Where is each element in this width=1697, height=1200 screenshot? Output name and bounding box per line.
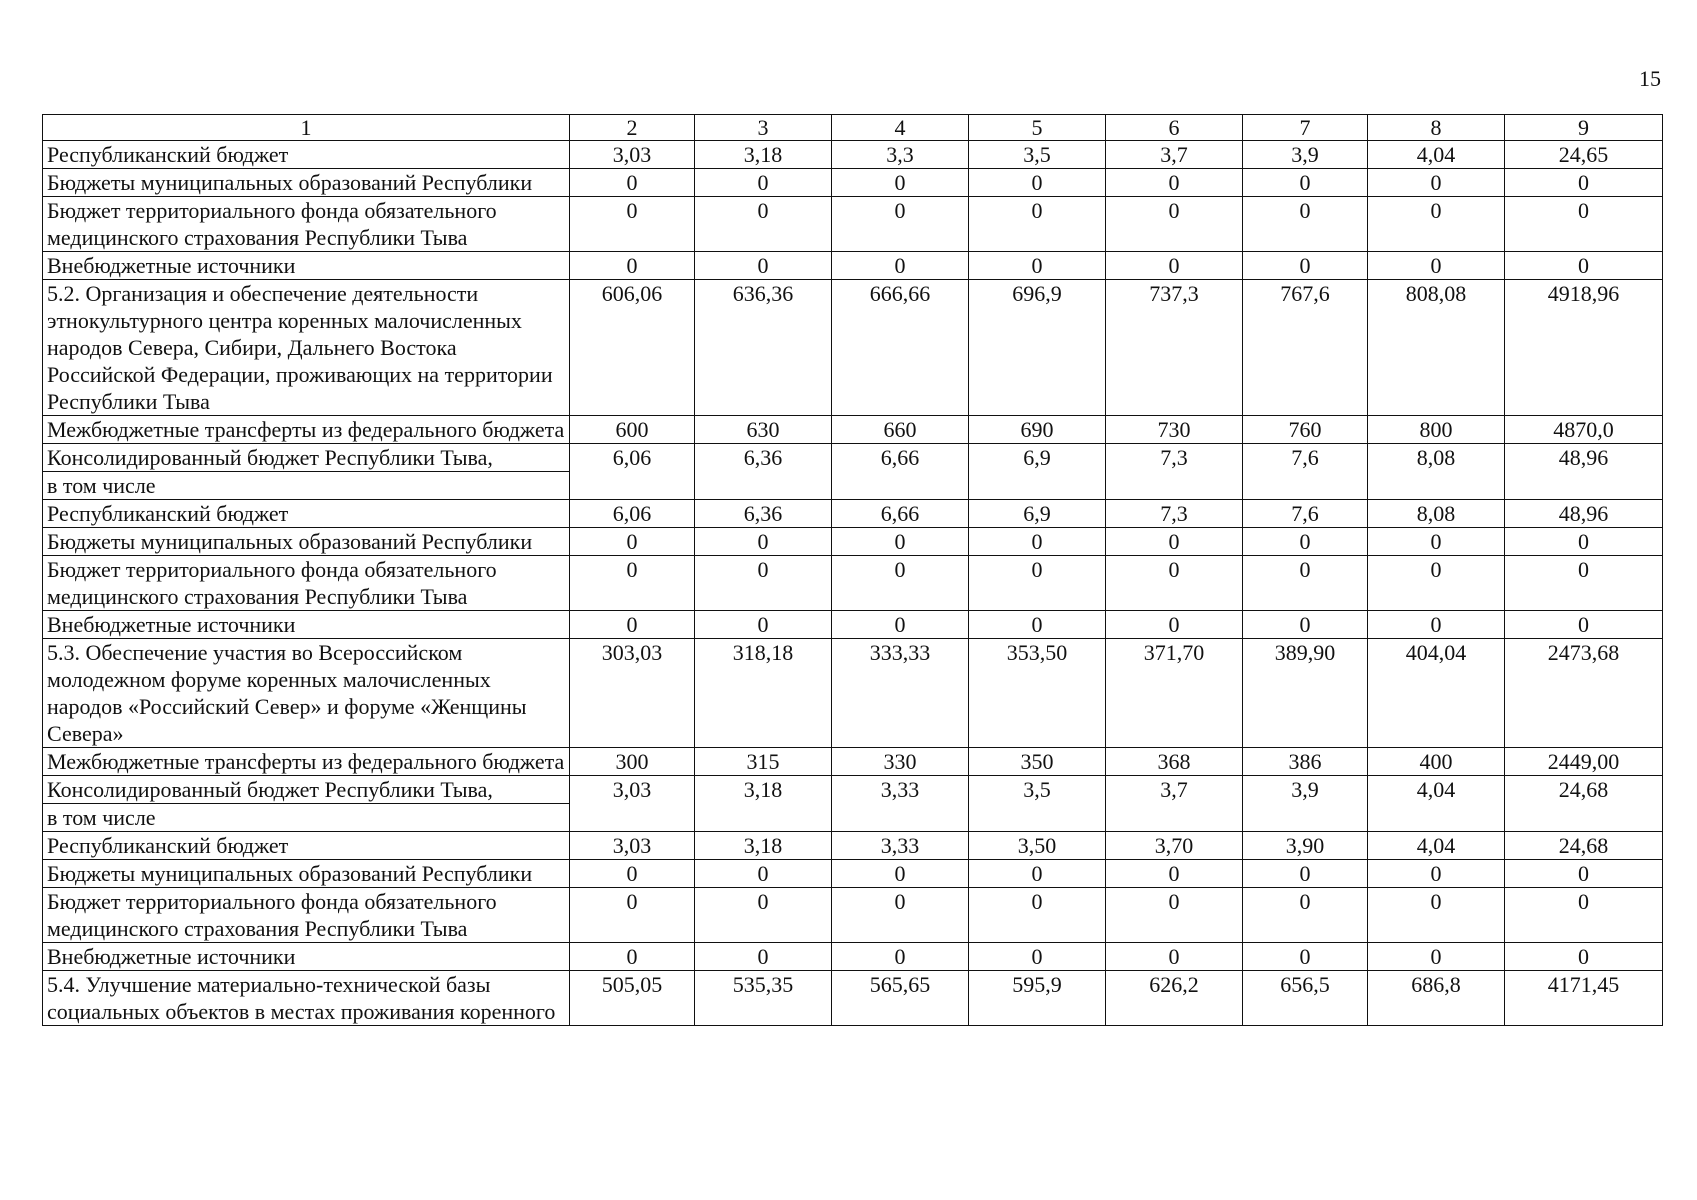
value-cell: 0 [1106, 888, 1243, 943]
value-cell: 760 [1243, 416, 1368, 444]
column-header: 3 [695, 115, 832, 141]
row-label-cell [43, 444, 570, 500]
row-label: 5.4. Улучшение материально-технической базы социальных объектов в местах проживания коренного [47, 972, 556, 1024]
value-cell: 0 [1106, 528, 1243, 556]
value-cell: 0 [1368, 252, 1505, 280]
value-cell: 0 [1368, 888, 1505, 943]
value-cell: 3,7 [1106, 776, 1243, 832]
value-cell: 0 [1106, 943, 1243, 971]
value-cell: 0 [969, 888, 1106, 943]
value-cell: 4,04 [1368, 141, 1505, 169]
row-label: Республиканский бюджет [47, 142, 289, 167]
value-cell: 0 [969, 252, 1106, 280]
table-row [43, 444, 1663, 500]
table-row [43, 141, 1663, 169]
value-cell: 3,9 [1243, 776, 1368, 832]
value-cell: 3,5 [969, 776, 1106, 832]
value-cell: 0 [1505, 169, 1663, 197]
value-cell: 3,18 [695, 832, 832, 860]
row-label: Бюджеты муниципальных образований Республики [47, 861, 533, 886]
table-row [43, 169, 1663, 197]
value-cell: 600 [570, 416, 695, 444]
value-cell: 3,9 [1243, 141, 1368, 169]
table-row [43, 860, 1663, 888]
value-cell: 2449,00 [1505, 748, 1663, 776]
value-cell: 696,9 [969, 280, 1106, 416]
value-cell: 0 [570, 943, 695, 971]
value-cell: 0 [1368, 169, 1505, 197]
value-cell: 6,06 [570, 500, 695, 528]
row-label-cell [43, 141, 570, 169]
row-label-cell [43, 500, 570, 528]
value-cell: 303,03 [570, 639, 695, 748]
value-cell: 0 [1106, 197, 1243, 252]
table-row [43, 556, 1663, 611]
table-row [43, 500, 1663, 528]
value-cell: 0 [1505, 528, 1663, 556]
value-cell: 0 [832, 860, 969, 888]
row-label-cell [43, 556, 570, 611]
value-cell: 4870,0 [1505, 416, 1663, 444]
value-cell: 0 [832, 611, 969, 639]
value-cell: 48,96 [1505, 444, 1663, 500]
table-row [43, 416, 1663, 444]
value-cell: 3,7 [1106, 141, 1243, 169]
table-row [43, 971, 1663, 1026]
value-cell: 0 [1243, 197, 1368, 252]
table-row [43, 943, 1663, 971]
value-cell: 7,6 [1243, 444, 1368, 500]
value-cell: 7,6 [1243, 500, 1368, 528]
value-cell: 0 [969, 169, 1106, 197]
value-cell: 0 [1505, 611, 1663, 639]
value-cell: 660 [832, 416, 969, 444]
table-header-row [43, 115, 1663, 141]
row-label-cell [43, 971, 570, 1026]
value-cell: 730 [1106, 416, 1243, 444]
value-cell: 0 [1505, 888, 1663, 943]
row-label-cell [43, 252, 570, 280]
value-cell: 24,65 [1505, 141, 1663, 169]
value-cell: 368 [1106, 748, 1243, 776]
value-cell: 350 [969, 748, 1106, 776]
table-row [43, 280, 1663, 416]
value-cell: 630 [695, 416, 832, 444]
column-header: 8 [1368, 115, 1505, 141]
value-cell: 0 [832, 888, 969, 943]
row-label: Бюджеты муниципальных образований Республики [47, 170, 533, 195]
value-cell: 0 [1106, 169, 1243, 197]
value-cell: 7,3 [1106, 500, 1243, 528]
table-row [43, 639, 1663, 748]
page-number: 15 [1639, 66, 1661, 91]
value-cell: 330 [832, 748, 969, 776]
value-cell: 690 [969, 416, 1106, 444]
value-cell: 6,9 [969, 500, 1106, 528]
value-cell: 0 [1106, 556, 1243, 611]
table-row [43, 197, 1663, 252]
value-cell: 6,66 [832, 500, 969, 528]
value-cell: 0 [570, 528, 695, 556]
value-cell: 300 [570, 748, 695, 776]
value-cell: 0 [570, 888, 695, 943]
row-label-cell [43, 832, 570, 860]
value-cell: 0 [570, 197, 695, 252]
value-cell: 0 [969, 611, 1106, 639]
value-cell: 400 [1368, 748, 1505, 776]
value-cell: 371,70 [1106, 639, 1243, 748]
value-cell: 0 [1243, 528, 1368, 556]
column-header: 1 [43, 115, 570, 141]
row-label-cell [43, 280, 570, 416]
value-cell: 48,96 [1505, 500, 1663, 528]
value-cell: 3,5 [969, 141, 1106, 169]
value-cell: 0 [695, 169, 832, 197]
value-cell: 353,50 [969, 639, 1106, 748]
value-cell: 389,90 [1243, 639, 1368, 748]
row-label: Бюджет территориального фонда обязательного медицинского страхования Республики Тыва [47, 889, 497, 941]
value-cell: 6,9 [969, 444, 1106, 500]
value-cell: 3,03 [570, 141, 695, 169]
value-cell: 0 [1505, 197, 1663, 252]
value-cell: 0 [570, 860, 695, 888]
value-cell: 0 [1243, 943, 1368, 971]
value-cell: 24,68 [1505, 832, 1663, 860]
value-cell: 4171,45 [1505, 971, 1663, 1026]
row-label: Бюджеты муниципальных образований Республики [47, 529, 533, 554]
table-row [43, 776, 1663, 832]
value-cell: 0 [1505, 860, 1663, 888]
value-cell: 656,5 [1243, 971, 1368, 1026]
value-cell: 0 [1368, 860, 1505, 888]
value-cell: 767,6 [1243, 280, 1368, 416]
value-cell: 0 [570, 611, 695, 639]
row-label: Бюджет территориального фонда обязательного медицинского страхования Республики Тыва [47, 557, 497, 609]
row-label-cell [43, 776, 570, 832]
value-cell: 0 [1368, 611, 1505, 639]
row-label: Межбюджетные трансферты из федерального бюджета [47, 749, 565, 774]
value-cell: 4918,96 [1505, 280, 1663, 416]
value-cell: 0 [1368, 197, 1505, 252]
value-cell: 0 [1243, 888, 1368, 943]
value-cell: 3,50 [969, 832, 1106, 860]
row-label-cell [43, 611, 570, 639]
value-cell: 6,66 [832, 444, 969, 500]
row-label: Внебюджетные источники [47, 612, 296, 637]
value-cell: 3,70 [1106, 832, 1243, 860]
value-cell: 0 [1243, 556, 1368, 611]
value-cell: 404,04 [1368, 639, 1505, 748]
value-cell: 808,08 [1368, 280, 1505, 416]
row-label: Внебюджетные источники [47, 944, 296, 969]
value-cell: 0 [695, 888, 832, 943]
row-label-cell [43, 748, 570, 776]
row-label: 5.2. Организация и обеспечение деятельности этнокультурного центра коренных малочисленных народов Севера, Сибири, Дальнего Востока Российской Федерации, проживающих на территории Республики Тыва [47, 281, 553, 414]
value-cell: 3,90 [1243, 832, 1368, 860]
value-cell: 3,33 [832, 776, 969, 832]
value-cell: 800 [1368, 416, 1505, 444]
value-cell: 595,9 [969, 971, 1106, 1026]
table-row [43, 252, 1663, 280]
value-cell: 0 [695, 611, 832, 639]
value-cell: 0 [832, 169, 969, 197]
value-cell: 0 [1243, 611, 1368, 639]
value-cell: 0 [969, 556, 1106, 611]
column-header: 9 [1505, 115, 1663, 141]
value-cell: 0 [969, 860, 1106, 888]
row-label: Внебюджетные источники [47, 253, 296, 278]
row-label: Республиканский бюджет [47, 501, 289, 526]
value-cell: 0 [969, 197, 1106, 252]
table-row [43, 888, 1663, 943]
value-cell: 0 [570, 556, 695, 611]
value-cell: 0 [570, 169, 695, 197]
value-cell: 0 [1368, 528, 1505, 556]
value-cell: 6,06 [570, 444, 695, 500]
value-cell: 4,04 [1368, 776, 1505, 832]
value-cell: 3,03 [570, 832, 695, 860]
budget-table-container [42, 114, 1662, 1026]
row-sublabel: в том числе [43, 803, 569, 831]
value-cell: 3,18 [695, 141, 832, 169]
row-label: Межбюджетные трансферты из федерального бюджета [47, 417, 565, 442]
value-cell: 3,33 [832, 832, 969, 860]
value-cell: 0 [1505, 252, 1663, 280]
table-row [43, 528, 1663, 556]
value-cell: 0 [1106, 860, 1243, 888]
table-row [43, 832, 1663, 860]
value-cell: 0 [1106, 252, 1243, 280]
column-header: 2 [570, 115, 695, 141]
value-cell: 0 [695, 860, 832, 888]
value-cell: 686,8 [1368, 971, 1505, 1026]
value-cell: 0 [1106, 611, 1243, 639]
value-cell: 2473,68 [1505, 639, 1663, 748]
value-cell: 0 [1368, 943, 1505, 971]
value-cell: 0 [1505, 556, 1663, 611]
value-cell: 315 [695, 748, 832, 776]
value-cell: 3,18 [695, 776, 832, 832]
row-label-cell [43, 169, 570, 197]
value-cell: 636,36 [695, 280, 832, 416]
value-cell: 0 [1505, 943, 1663, 971]
value-cell: 8,08 [1368, 500, 1505, 528]
value-cell: 4,04 [1368, 832, 1505, 860]
value-cell: 0 [695, 528, 832, 556]
value-cell: 0 [695, 197, 832, 252]
value-cell: 24,68 [1505, 776, 1663, 832]
column-header: 5 [969, 115, 1106, 141]
column-header: 7 [1243, 115, 1368, 141]
row-label-cell [43, 639, 570, 748]
row-label: Консолидированный бюджет Республики Тыва, [47, 445, 493, 470]
value-cell: 0 [832, 556, 969, 611]
value-cell: 0 [832, 943, 969, 971]
row-label-cell [43, 888, 570, 943]
row-label: Республиканский бюджет [47, 833, 289, 858]
row-label: 5.3. Обеспечение участия во Всероссийском молодежном форуме коренных малочисленных народов «Российский Север» и форуме «Женщины Севера» [47, 640, 527, 746]
row-label: Бюджет территориального фонда обязательного медицинского страхования Республики Тыва [47, 198, 497, 250]
value-cell: 318,18 [695, 639, 832, 748]
value-cell: 606,06 [570, 280, 695, 416]
table-row [43, 611, 1663, 639]
value-cell: 3,3 [832, 141, 969, 169]
value-cell: 8,08 [1368, 444, 1505, 500]
value-cell: 666,66 [832, 280, 969, 416]
row-label-cell [43, 528, 570, 556]
value-cell: 0 [832, 252, 969, 280]
value-cell: 626,2 [1106, 971, 1243, 1026]
value-cell: 0 [832, 197, 969, 252]
value-cell: 0 [695, 943, 832, 971]
value-cell: 6,36 [695, 500, 832, 528]
value-cell: 7,3 [1106, 444, 1243, 500]
value-cell: 0 [1243, 252, 1368, 280]
value-cell: 0 [1243, 169, 1368, 197]
value-cell: 0 [1243, 860, 1368, 888]
table-body [43, 115, 1663, 1026]
value-cell: 6,36 [695, 444, 832, 500]
column-header: 6 [1106, 115, 1243, 141]
value-cell: 505,05 [570, 971, 695, 1026]
value-cell: 0 [969, 943, 1106, 971]
row-label: Консолидированный бюджет Республики Тыва, [47, 777, 493, 802]
value-cell: 0 [570, 252, 695, 280]
row-label-cell [43, 943, 570, 971]
row-label-cell [43, 416, 570, 444]
value-cell: 737,3 [1106, 280, 1243, 416]
value-cell: 3,03 [570, 776, 695, 832]
value-cell: 386 [1243, 748, 1368, 776]
value-cell: 0 [695, 556, 832, 611]
value-cell: 0 [1368, 556, 1505, 611]
table-row [43, 748, 1663, 776]
value-cell: 0 [832, 528, 969, 556]
value-cell: 535,35 [695, 971, 832, 1026]
row-label-cell [43, 860, 570, 888]
value-cell: 565,65 [832, 971, 969, 1026]
row-sublabel: в том числе [43, 471, 569, 499]
row-label-cell [43, 197, 570, 252]
value-cell: 0 [969, 528, 1106, 556]
column-header: 4 [832, 115, 969, 141]
budget-table [42, 114, 1663, 1026]
value-cell: 333,33 [832, 639, 969, 748]
value-cell: 0 [695, 252, 832, 280]
